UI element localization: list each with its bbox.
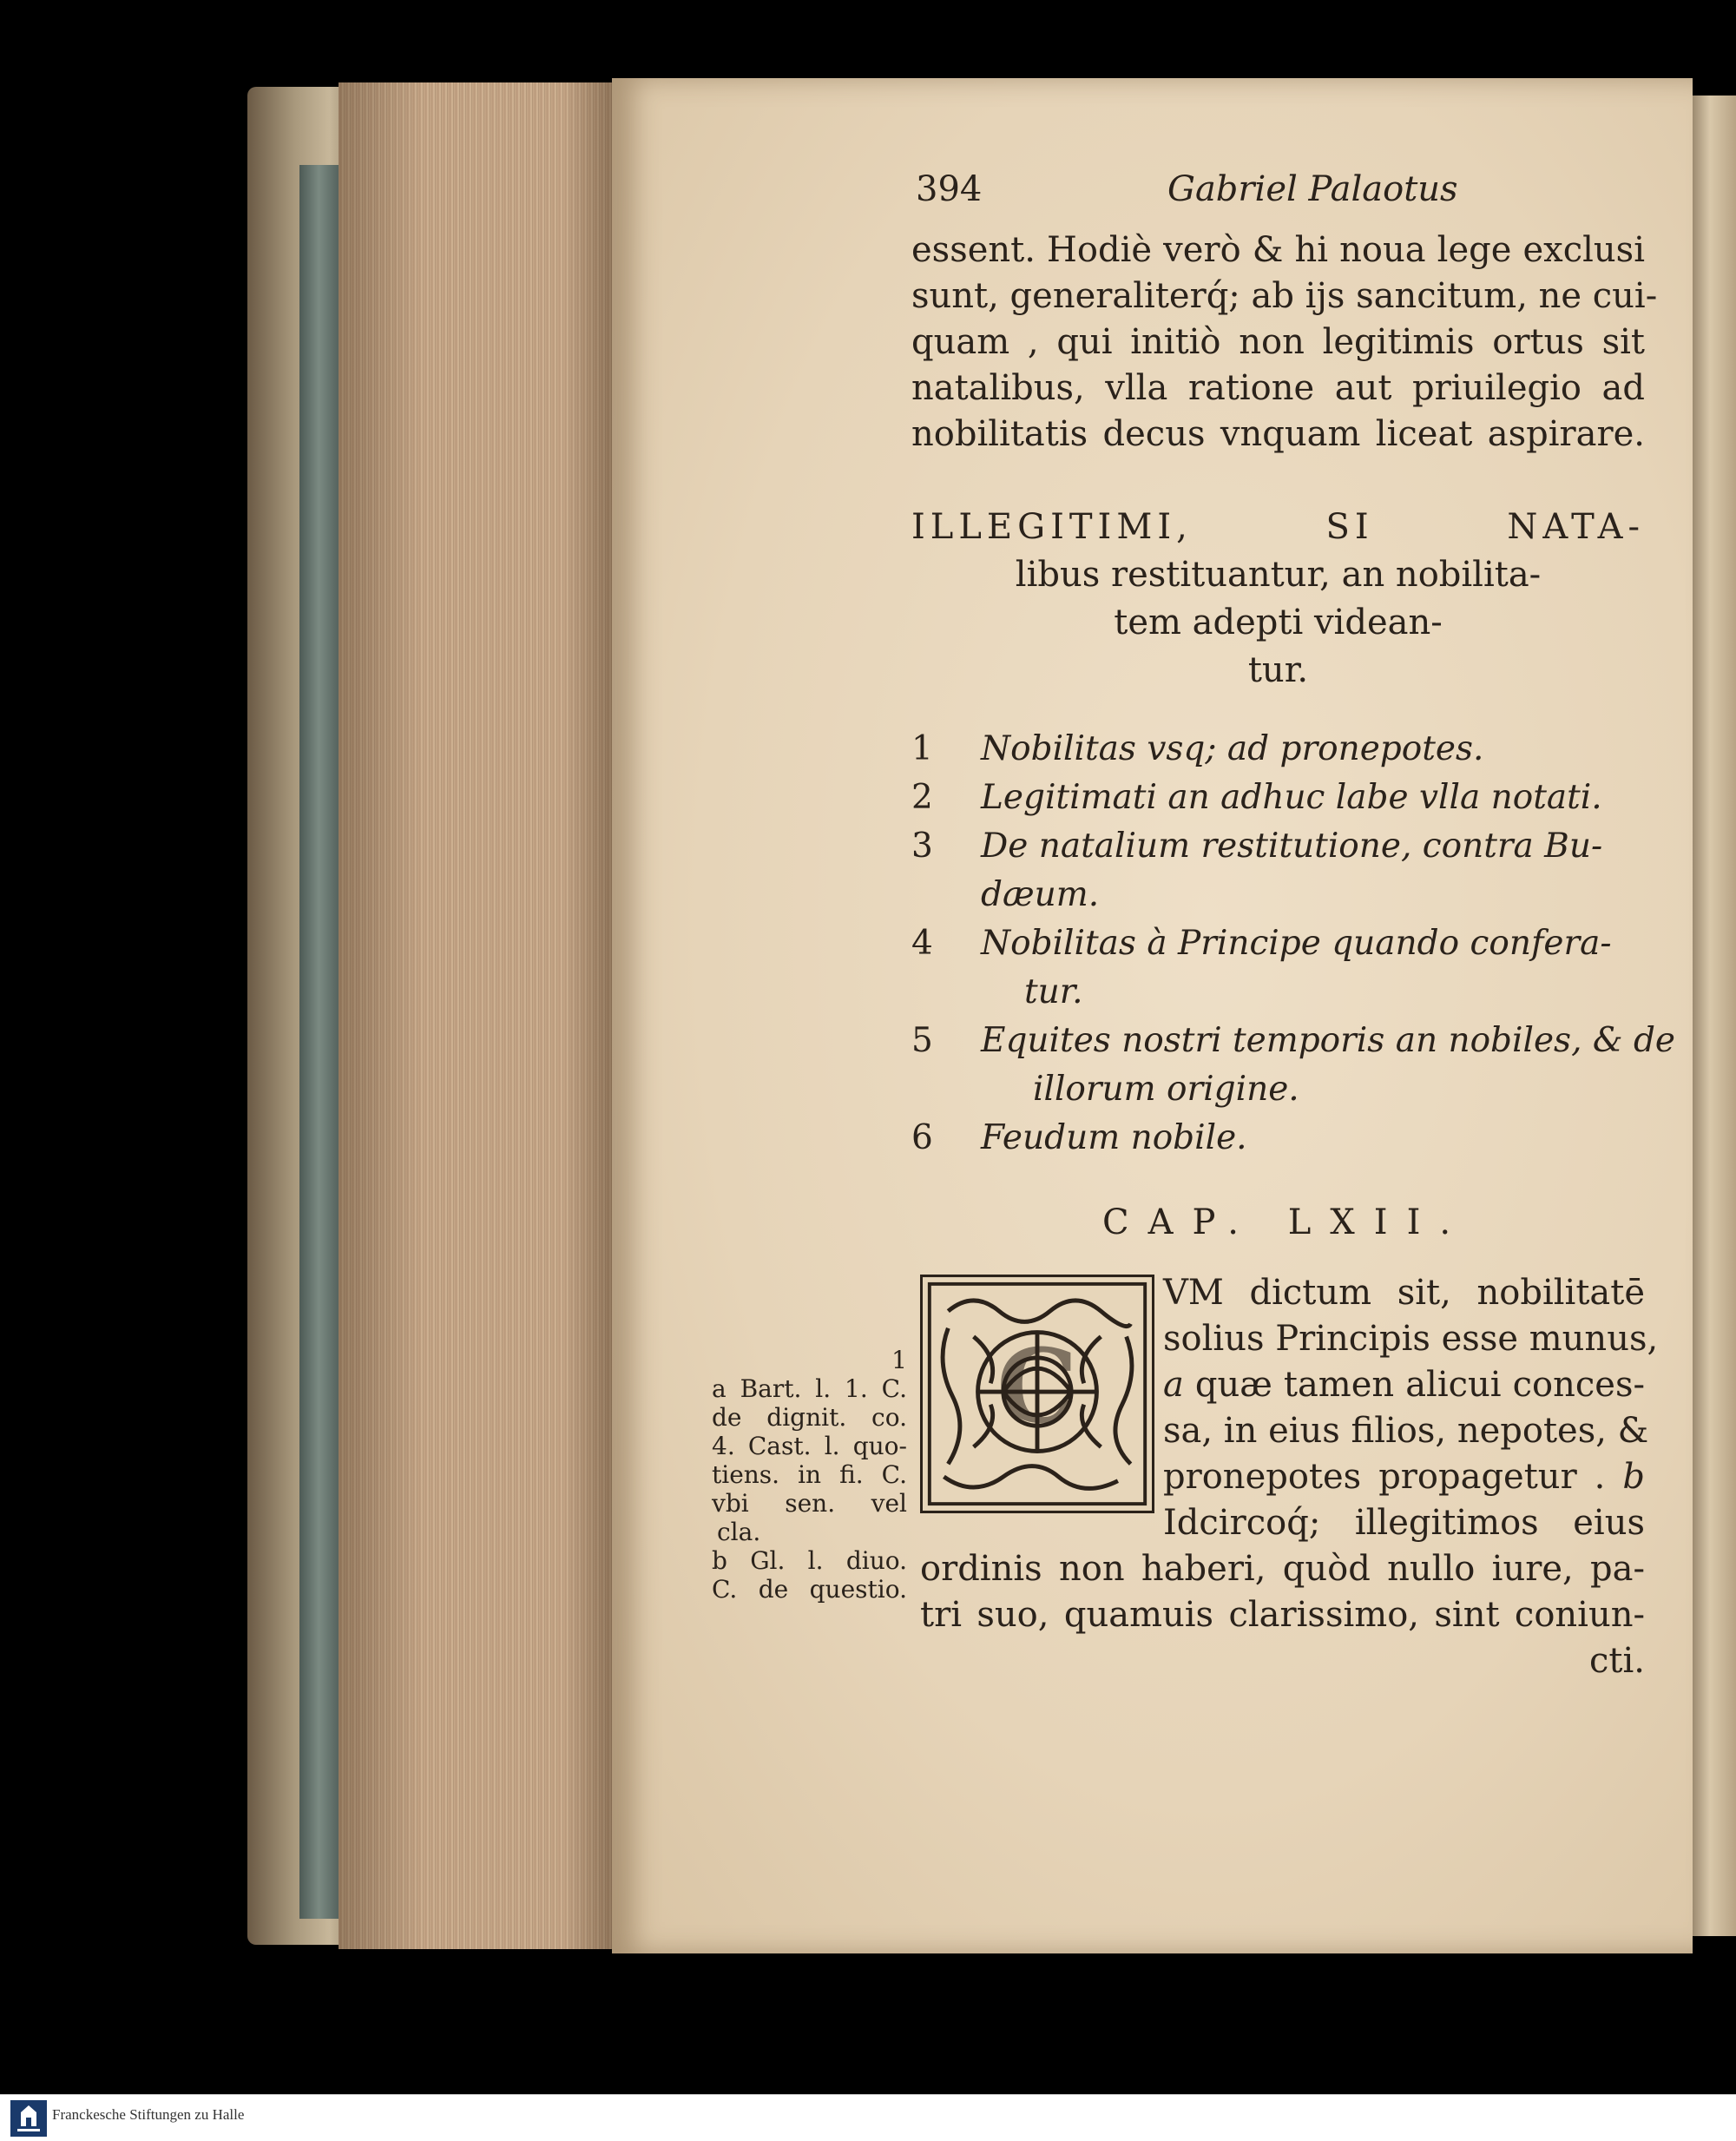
summary-item-text: Equites nostri temporis an nobiles, & de xyxy=(981,1021,1676,1060)
margin-note-line: a Bart. l. 1. C. xyxy=(712,1374,907,1403)
viewer-footer xyxy=(0,2094,1736,2141)
margin-note-line: 1 xyxy=(891,1346,907,1374)
summary-item xyxy=(911,774,1649,822)
section-heading-line: tur. xyxy=(1247,650,1309,690)
section-heading-line: libus restituantur, an nobilita- xyxy=(1015,555,1542,595)
text-line: sa, in eius filios, nepotes, & xyxy=(1163,1411,1649,1451)
summary-item-text: Feudum nobile. xyxy=(981,1118,1247,1157)
drop-cap-letter: C xyxy=(996,1326,1078,1446)
chapter-text-beside-initial xyxy=(1163,1270,1659,1546)
summary-item-continuation: tur. xyxy=(1024,972,1083,1011)
summary-item xyxy=(911,725,1649,774)
section-heading xyxy=(911,504,1645,695)
section-heading-line: tem adepti videan- xyxy=(1114,603,1443,642)
summary-item-number: 2 xyxy=(911,778,933,817)
chapter-title: CAP. LXII. xyxy=(1102,1202,1470,1242)
text-line: natalibus, vlla ratione aut priuilegio ad xyxy=(911,368,1645,408)
margin-note-line: b Gl. l. diuo. xyxy=(712,1546,907,1575)
text-line: quam , qui initiò non legitimis ortus sit xyxy=(911,322,1645,362)
summary-item-continuation: dæum. xyxy=(981,875,1100,914)
footnote-marker: a xyxy=(1163,1365,1184,1405)
institution-name: Franckesche Stiftungen zu Halle xyxy=(52,2106,245,2123)
summary-item-number: 6 xyxy=(911,1118,933,1157)
margin-note-line: vbi sen. vel xyxy=(712,1489,907,1518)
text-line: a quæ tamen alicui conces- xyxy=(1163,1365,1645,1405)
summary-item-number: 3 xyxy=(911,827,933,866)
summary-item-number: 4 xyxy=(911,924,933,963)
margin-note-line: 4. Cast. l. quo- xyxy=(712,1432,907,1460)
summary-item xyxy=(911,1017,1676,1114)
ornamental-initial xyxy=(920,1275,1154,1513)
text-line: Idcircoq́; illegitimos eius xyxy=(1163,1503,1645,1543)
footnote-marker: b xyxy=(1622,1457,1646,1497)
margin-note-line: C. de questio. xyxy=(712,1575,907,1604)
margin-note-line: tiens. in fi. C. xyxy=(712,1460,907,1489)
summary-item-number: 5 xyxy=(911,1021,933,1060)
running-head xyxy=(916,169,1489,221)
summary-item-text: Nobilitas à Principe quando confera- xyxy=(981,924,1612,963)
text-line: ordinis non haberi, quòd nullo iure, pa- xyxy=(920,1549,1645,1589)
summary-item-number: 1 xyxy=(911,729,933,768)
chapter-summary-list xyxy=(911,725,1676,1163)
margin-notes xyxy=(712,1346,907,1604)
franckesche-stiftungen-logo-icon[interactable] xyxy=(10,2100,47,2137)
chapter-text-full-width xyxy=(920,1546,1645,1684)
summary-item-text: De natalium restitutione, contra Bu- xyxy=(981,827,1603,866)
text-line: essent. Hodiè verò & hi noua lege exclusi xyxy=(911,230,1645,270)
ornamental-initial-graphic xyxy=(923,1277,1152,1511)
page-fore-edge xyxy=(339,82,621,1949)
text-line: VM dictum sit, nobilitatē xyxy=(1163,1273,1645,1313)
text-line: pronepotes propagetur . b xyxy=(1163,1457,1646,1497)
margin-note-line: de dignit. co. xyxy=(712,1403,907,1432)
summary-item xyxy=(911,1114,1649,1163)
text-line: nobilitatis decus vnquam liceat aspirare. xyxy=(911,414,1645,454)
book-cover-spine-edge xyxy=(299,165,339,1919)
text-line: sunt, generaliterq́; ab ijs sancitum, ne cui- xyxy=(911,276,1658,316)
margin-note-line: cla. xyxy=(717,1518,761,1546)
text-line: cti. xyxy=(1589,1641,1645,1681)
summary-item-text: Legitimati an adhuc labe vlla notati. xyxy=(981,778,1602,817)
summary-item-continuation: illorum origine. xyxy=(1033,1070,1299,1109)
facing-page-edge xyxy=(1693,96,1736,1936)
text-line: tri suo, quamuis clarissimo, sint coniun- xyxy=(920,1595,1645,1635)
opening-paragraph xyxy=(911,227,1658,458)
summary-item-text: Nobilitas vsq; ad pronepotes. xyxy=(981,729,1484,768)
summary-item xyxy=(911,822,1649,919)
text-line: solius Principis esse munus, xyxy=(1163,1319,1659,1359)
page-number: 394 xyxy=(916,169,983,209)
summary-item xyxy=(911,919,1649,1017)
running-title: Gabriel Palaotus xyxy=(1167,169,1458,209)
section-heading-line: ILLEGITIMI, SI NATA- xyxy=(911,507,1645,547)
